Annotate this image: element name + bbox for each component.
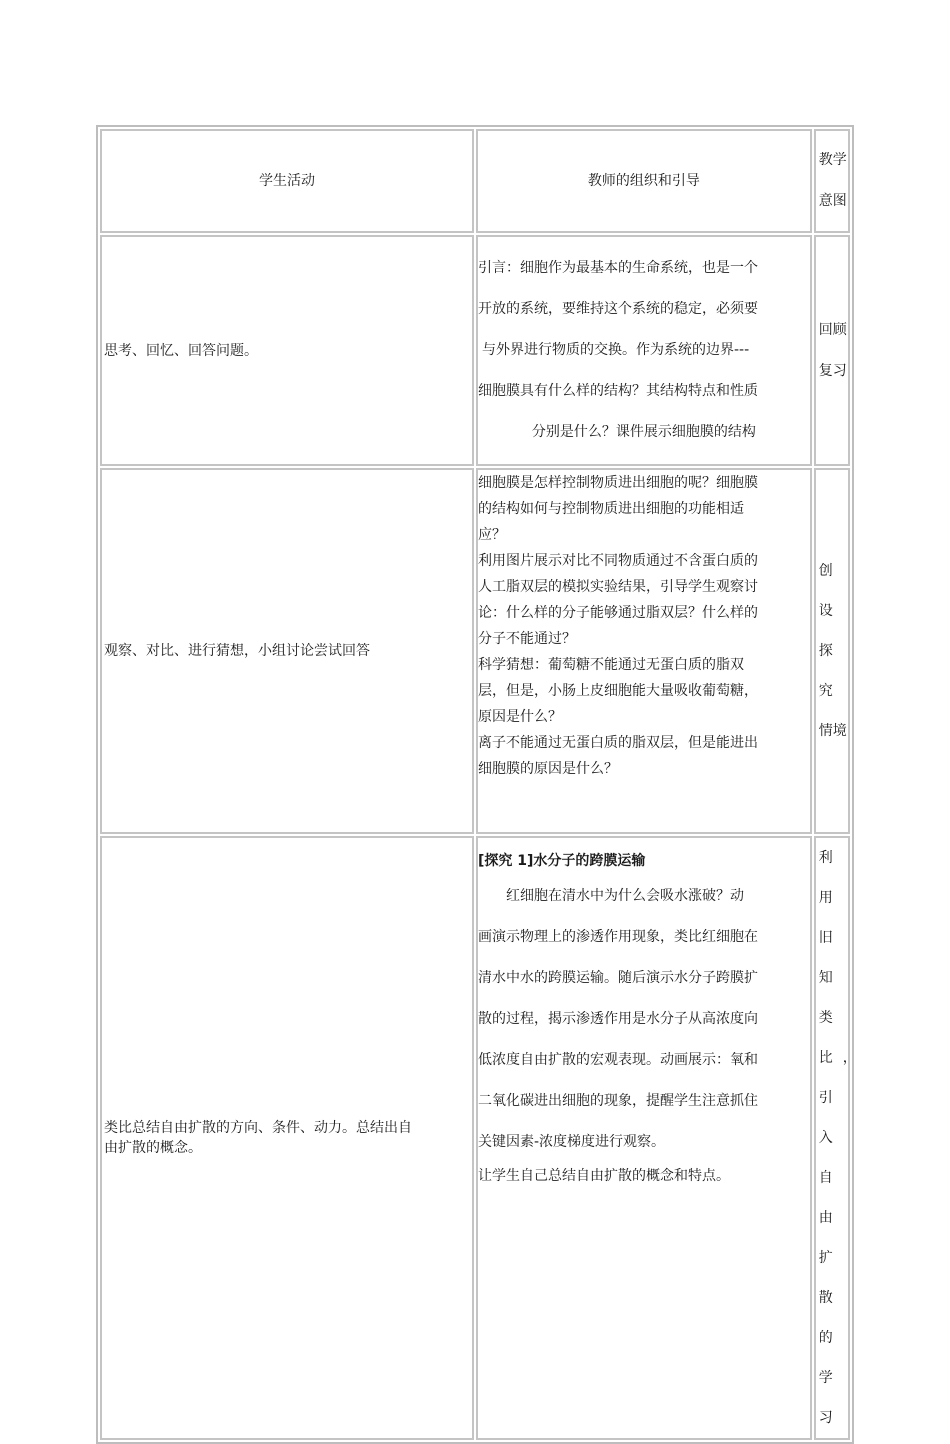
teacher-line: 分别是什么？课件展示细胞膜的结构	[531, 424, 756, 440]
teacher-line: 散的过程，揭示渗透作用是水分子从高浓度向	[478, 1011, 758, 1027]
student-line: 由扩散的概念。	[104, 1140, 202, 1156]
intent-line: 自由	[818, 1170, 843, 1226]
teacher-line: 应？	[478, 527, 506, 543]
teacher-line: 引言：细胞作为最基本的生命系统，也是一个	[478, 260, 758, 276]
intent-line: 扩散	[818, 1250, 843, 1306]
intent-line: 比，	[818, 1050, 867, 1066]
teacher-line: 离子不能通过无蛋白质的脂双层，但是能进出	[478, 735, 758, 751]
teacher-line: 二氧化碳进出细胞的现象，提醒学生注意抓住	[478, 1093, 758, 1109]
teacher-line: 细胞膜具有什么样的结构？其结构特点和性质	[478, 383, 758, 399]
table-row	[100, 468, 850, 834]
student-activity-cell	[100, 836, 474, 1440]
teacher-line: 细胞膜的原因是什么？	[478, 761, 618, 777]
teacher-line: 关键因素-浓度梯度进行观察。	[478, 1134, 666, 1150]
intent-line: 复习	[818, 362, 847, 379]
student-activity-cell: 思考、回忆、回答问题。	[100, 235, 474, 466]
header-teacher-guidance: 教师的组织和引导	[476, 129, 812, 233]
teacher-line: 的结构如何与控制物质进出细胞的功能相适	[478, 501, 744, 517]
header-teaching-intent	[814, 129, 850, 233]
teaching-intent-cell	[814, 468, 850, 834]
teacher-line: 与外界进行物质的交换。作为系统的边界---	[482, 342, 750, 358]
teacher-guidance-cell	[476, 468, 812, 834]
teacher-line: 层，但是，小肠上皮细胞能大量吸收葡萄糖，	[478, 683, 758, 699]
table-row	[100, 836, 850, 1440]
intent-line: 的学	[818, 1330, 843, 1386]
student-line: 类比总结自由扩散的方向、条件、动力。总结出自	[104, 1120, 412, 1136]
teacher-line: 分子不能通过？	[478, 631, 576, 647]
teacher-line: 人工脂双层的模拟实验结果，引导学生观察讨	[478, 579, 758, 595]
intent-line: 旧知	[818, 930, 843, 986]
student-activity-cell: 观察、对比、进行猜想，小组讨论尝试回答	[100, 468, 474, 834]
table-header-row	[100, 129, 850, 233]
teacher-line: 科学猜想：葡萄糖不能通过无蛋白质的脂双	[478, 657, 744, 673]
intent-line: 情境	[818, 723, 847, 739]
intent-line: 类	[818, 1010, 843, 1026]
intent-line: 创设	[818, 563, 843, 619]
teacher-guidance-cell	[476, 836, 812, 1440]
teaching-intent-cell	[814, 836, 867, 1440]
table-row	[100, 235, 850, 466]
header-student-activity: 学生活动	[100, 129, 474, 233]
intent-line: 探究	[818, 643, 843, 699]
teacher-line: 红细胞在清水中为什么会吸水涨破？动	[506, 888, 744, 904]
teacher-line: 低浓度自由扩散的宏观表现。动画展示：氧和	[478, 1052, 758, 1068]
teaching-intent-cell	[814, 235, 850, 466]
intent-line: 回顾	[818, 321, 847, 338]
teacher-line: 清水中水的跨膜运输。随后演示水分子跨膜扩	[478, 970, 758, 986]
probe-title: [探究 1]水分子的跨膜运输	[478, 853, 646, 869]
lesson-plan-table	[96, 125, 867, 1444]
teacher-line: 让学生自己总结自由扩散的概念和特点。	[478, 1168, 730, 1184]
teacher-line: 论：什么样的分子能够通过脂双层？什么样的	[478, 605, 758, 621]
teacher-guidance-cell	[476, 235, 812, 466]
intent-line: 利用	[818, 850, 843, 906]
teacher-line: 利用图片展示对比不同物质通过不含蛋白质的	[478, 553, 758, 569]
intent-line: 习	[818, 1410, 843, 1426]
teacher-line: 细胞膜是怎样控制物质进出细胞的呢？细胞膜	[478, 475, 758, 491]
intent-line: 引入	[818, 1090, 843, 1146]
header-intent-line2: 意图	[818, 193, 847, 209]
teacher-line: 画演示物理上的渗透作用现象，类比红细胞在	[478, 929, 758, 945]
teacher-line: 开放的系统，要维持这个系统的稳定，必须要	[478, 301, 758, 317]
header-intent-line1: 教学	[818, 152, 847, 168]
teacher-line: 原因是什么？	[478, 709, 562, 725]
